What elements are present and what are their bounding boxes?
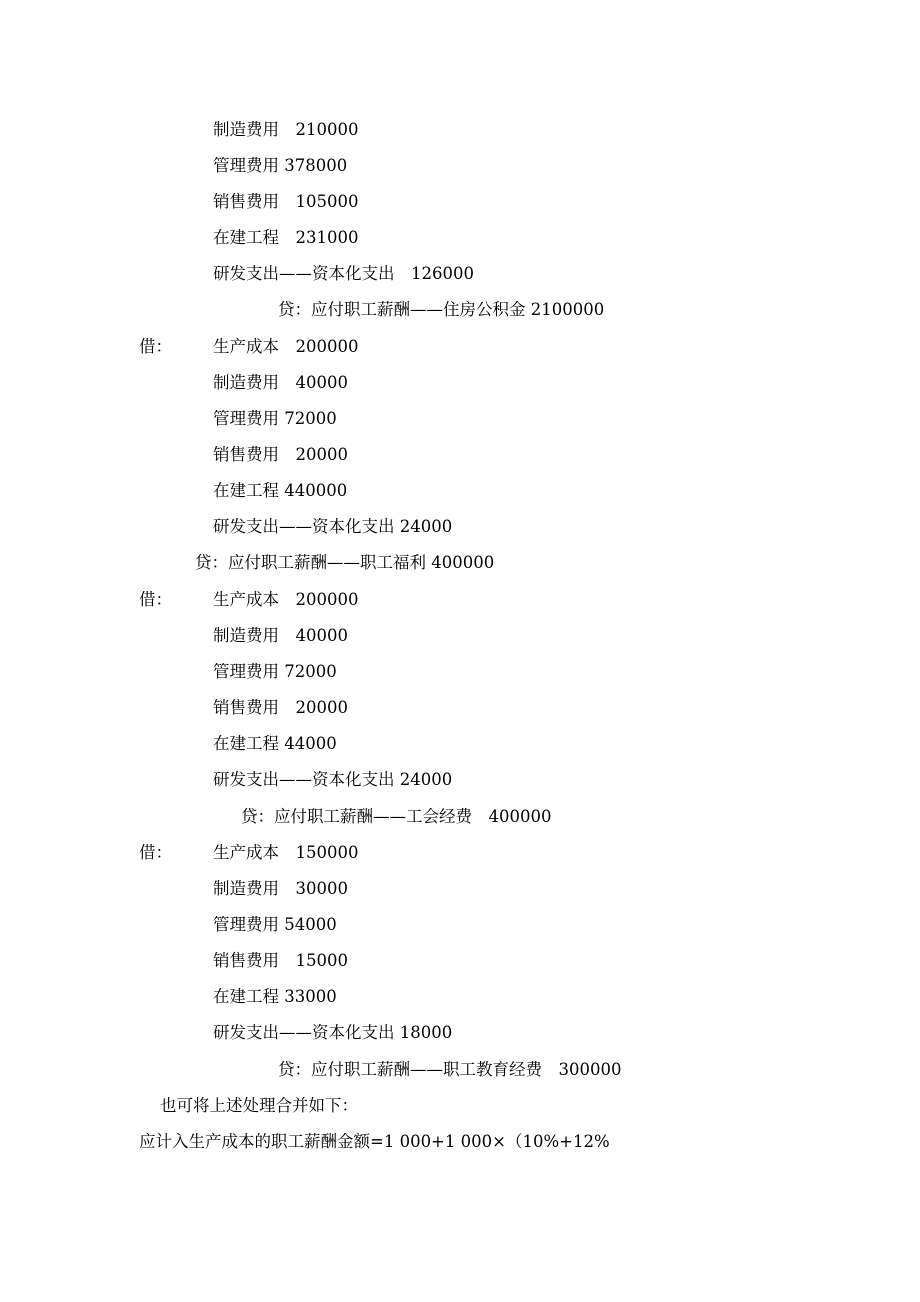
- entry-line: 管理费用 72000: [213, 662, 337, 681]
- entry-line: 研发支出——资本化支出 126000: [213, 264, 474, 283]
- entry-line: 研发支出——资本化支出 18000: [213, 1023, 453, 1042]
- entry-line: 管理费用 378000: [213, 156, 348, 175]
- debit-label: 借：: [139, 843, 172, 862]
- entry-line: 在建工程 33000: [213, 987, 337, 1006]
- entry-line: 销售费用 15000: [213, 951, 348, 970]
- entry-line: 研发支出——资本化支出 24000: [213, 770, 453, 789]
- entry-line: 销售费用 20000: [213, 698, 348, 717]
- debit-label: 借：: [139, 590, 172, 609]
- paragraph-text: 也可将上述处理合并如下：: [160, 1096, 358, 1115]
- paragraph-text: 应计入生产成本的职工薪酬金额=1 000+1 000×（10%+12%: [139, 1132, 610, 1151]
- entry-line: 管理费用 72000: [213, 409, 337, 428]
- debit-label: 借：: [139, 337, 172, 356]
- credit-line: 贷：应付职工薪酬——工会经费 400000: [241, 807, 552, 826]
- credit-line: 贷：应付职工薪酬——职工福利 400000: [195, 553, 495, 572]
- entry-line: 销售费用 20000: [213, 445, 348, 464]
- entry-line: 生产成本 150000: [213, 843, 359, 862]
- entry-line: 在建工程 44000: [213, 734, 337, 753]
- credit-line: 贷：应付职工薪酬——职工教育经费 300000: [278, 1060, 622, 1079]
- entry-line: 制造费用 210000: [213, 120, 359, 139]
- entry-line: 制造费用 40000: [213, 373, 348, 392]
- credit-line: 贷：应付职工薪酬——住房公积金 2100000: [278, 300, 605, 319]
- entry-line: 管理费用 54000: [213, 915, 337, 934]
- entry-line: 销售费用 105000: [213, 192, 359, 211]
- entry-line: 研发支出——资本化支出 24000: [213, 517, 453, 536]
- entry-line: 在建工程 440000: [213, 481, 348, 500]
- entry-line: 在建工程 231000: [213, 228, 359, 247]
- entry-line: 制造费用 30000: [213, 879, 348, 898]
- entry-line: 生产成本 200000: [213, 337, 359, 356]
- entry-line: 制造费用 40000: [213, 626, 348, 645]
- entry-line: 生产成本 200000: [213, 590, 359, 609]
